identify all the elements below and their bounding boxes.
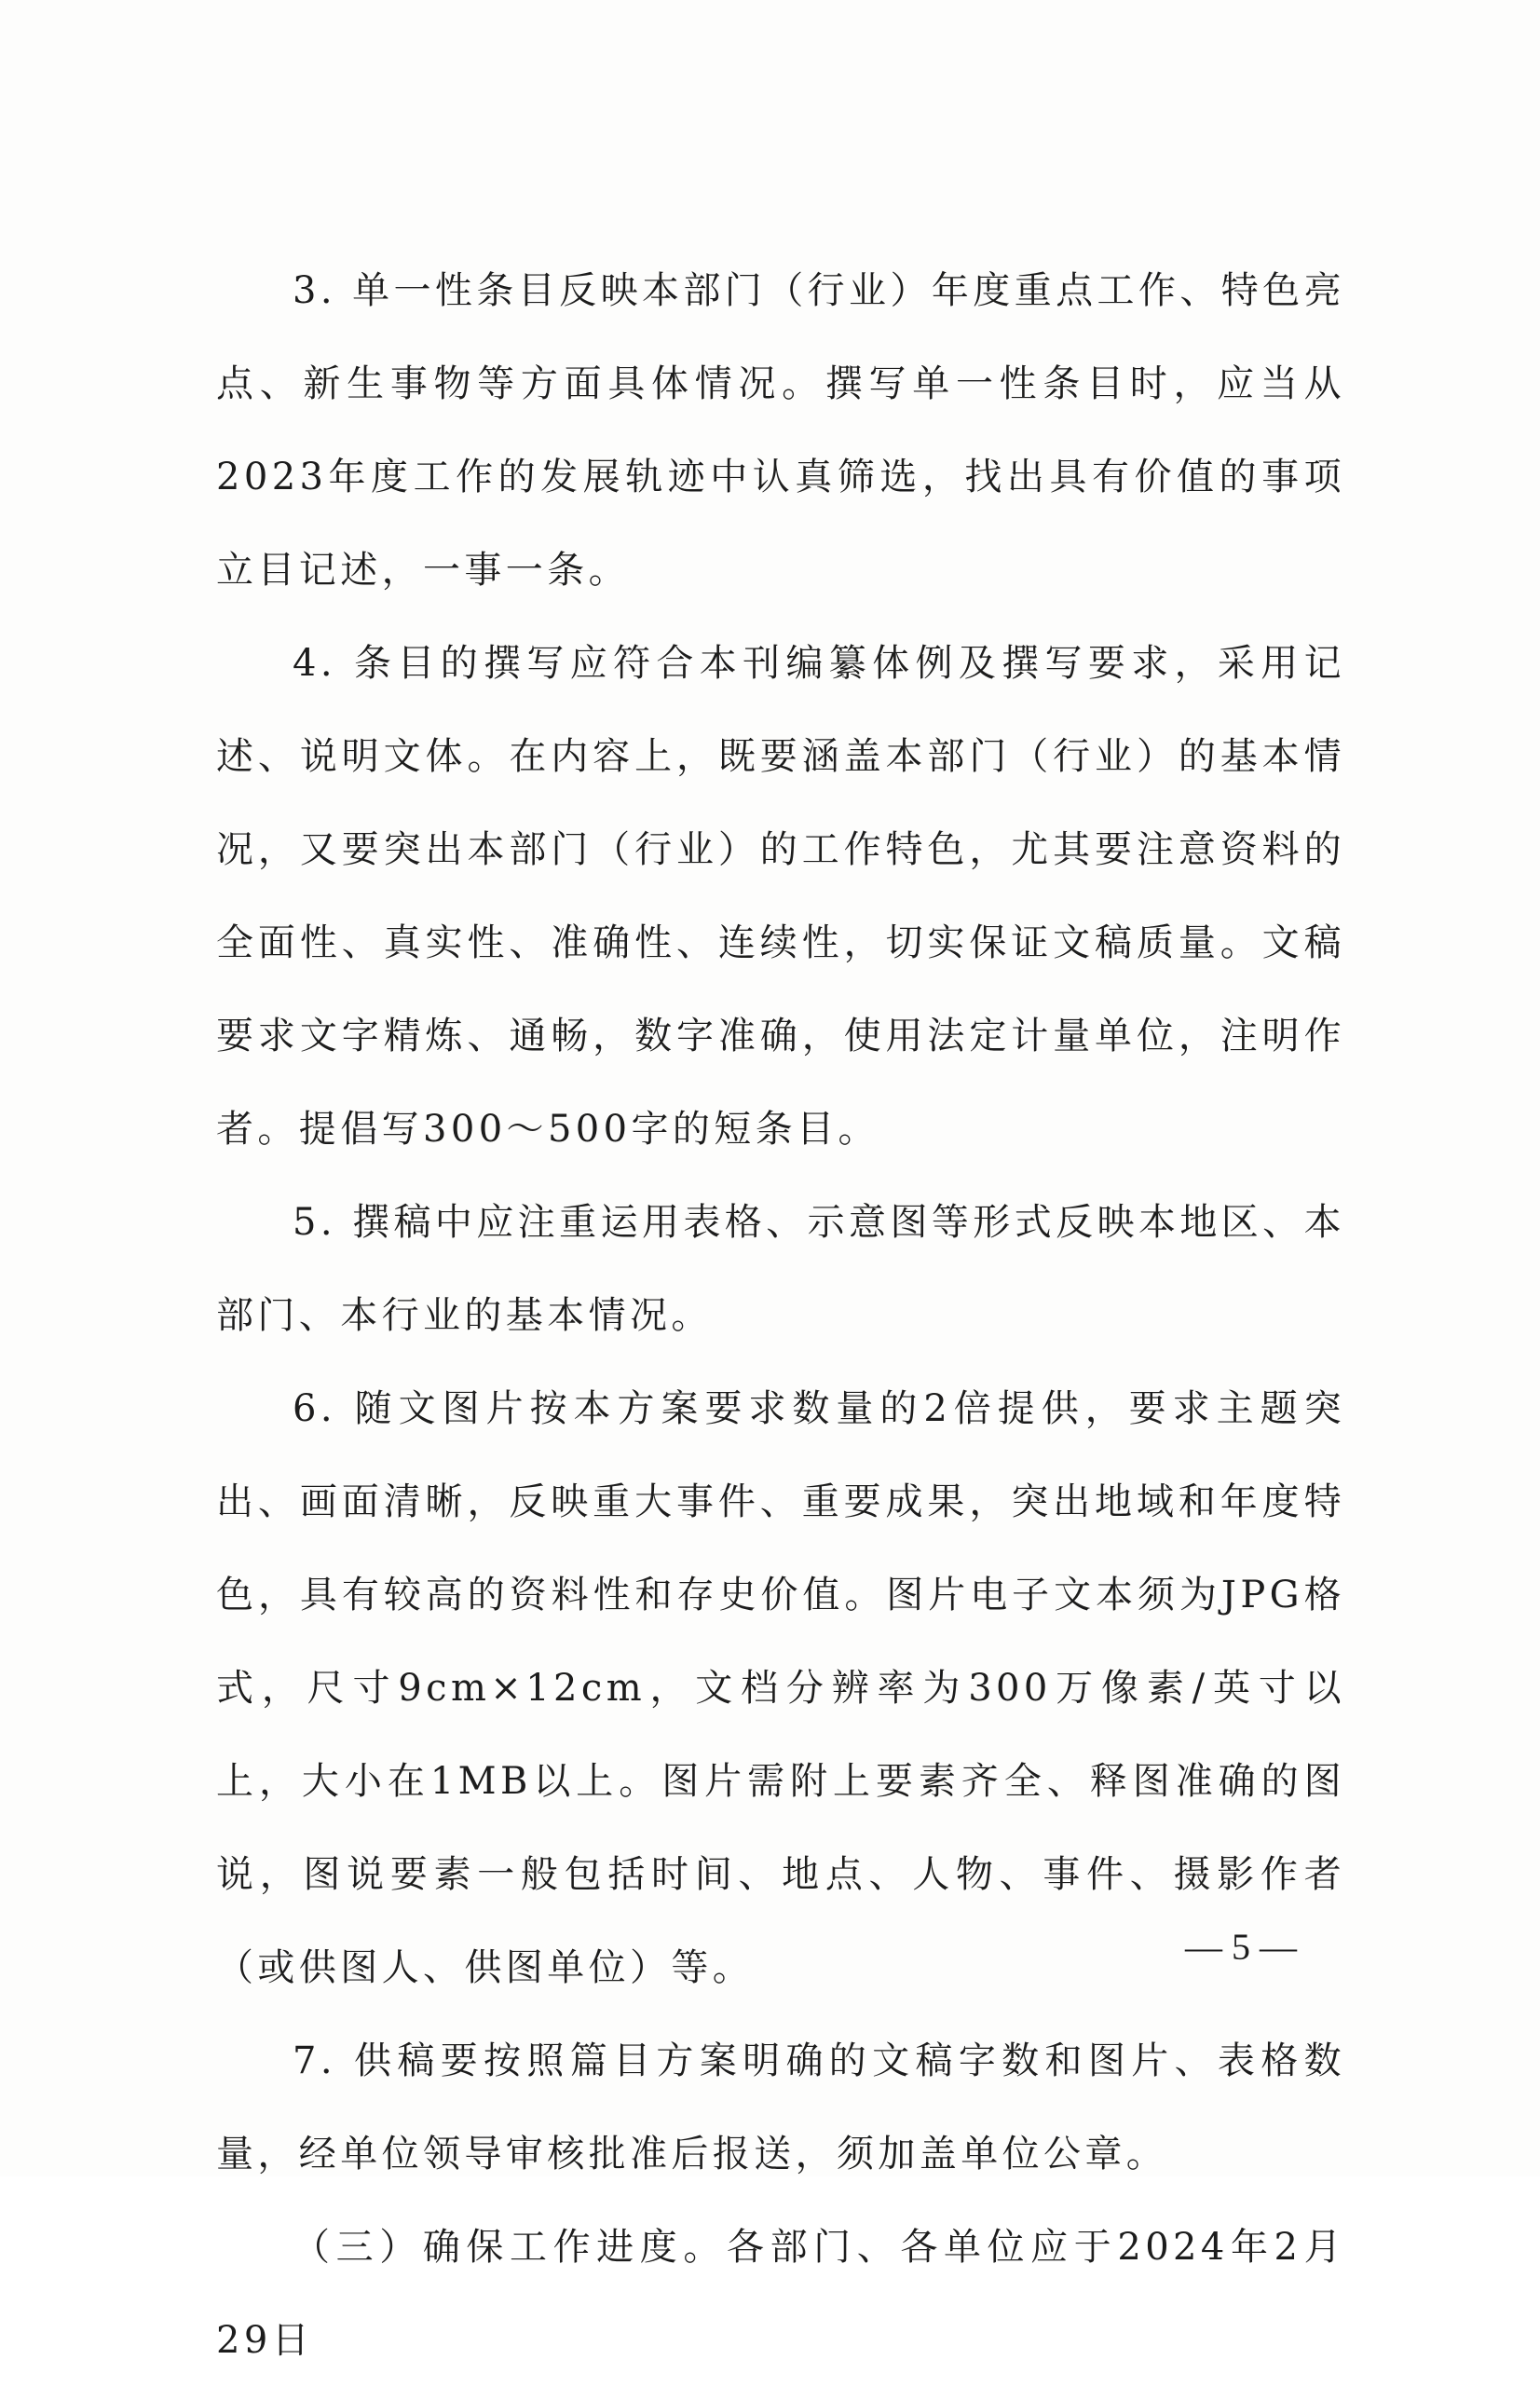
paragraph-item-5: 5. 撰稿中应注重运用表格、示意图等形式反映本地区、本部门、本行业的基本情况。 — [216, 1201, 1345, 1337]
paragraph-item-7: 7. 供稿要按照篇目方案明确的文稿字数和图片、表格数量，经单位领导审核批准后报送，须加盖单位公章。 — [216, 2039, 1345, 2176]
paragraph-item-4: 4. 条目的撰写应符合本刊编纂体例及撰写要求，采用记述、说明文体。在内容上，既要涵盖本部门（行业）的基本情况，又要突出本部门（行业）的工作特色，尤其要注意资料的全面性、真实性、准确性、连续性，切实保证文稿质量。文稿要求文字精炼、通畅，数字准确，使用法定计量单位，注明作者。提倡写300～500字的短条目。 — [216, 642, 1345, 1151]
paragraph-section-3-schedule: （三）确保工作进度。各部门、各单位应于2024年2月29日 — [216, 2226, 1345, 2362]
body-text — [216, 244, 1345, 2387]
page-number: — 5 — — [1185, 1926, 1297, 1968]
paragraph-item-3: 3. 单一性条目反映本部门（行业）年度重点工作、特色亮点、新生事物等方面具体情况。撰写单一性条目时，应当从2023年度工作的发展轨迹中认真筛选，找出具有价值的事项立目记述，一事一条。 — [216, 269, 1345, 592]
paragraph-item-6: 6. 随文图片按本方案要求数量的2倍提供，要求主题突出、画面清晰，反映重大事件、重要成果，突出地域和年度特色，具有较高的资料性和存史价值。图片电子文本须为JPG格式，尺寸9cm×12cm，文档分辨率为300万像素/英寸以上，大小在1MB以上。图片需附上要素齐全、释图准确的图说，图说要素一般包括时间、地点、人物、事件、摄影作者（或供图人、供图单位）等。 — [216, 1387, 1345, 1989]
